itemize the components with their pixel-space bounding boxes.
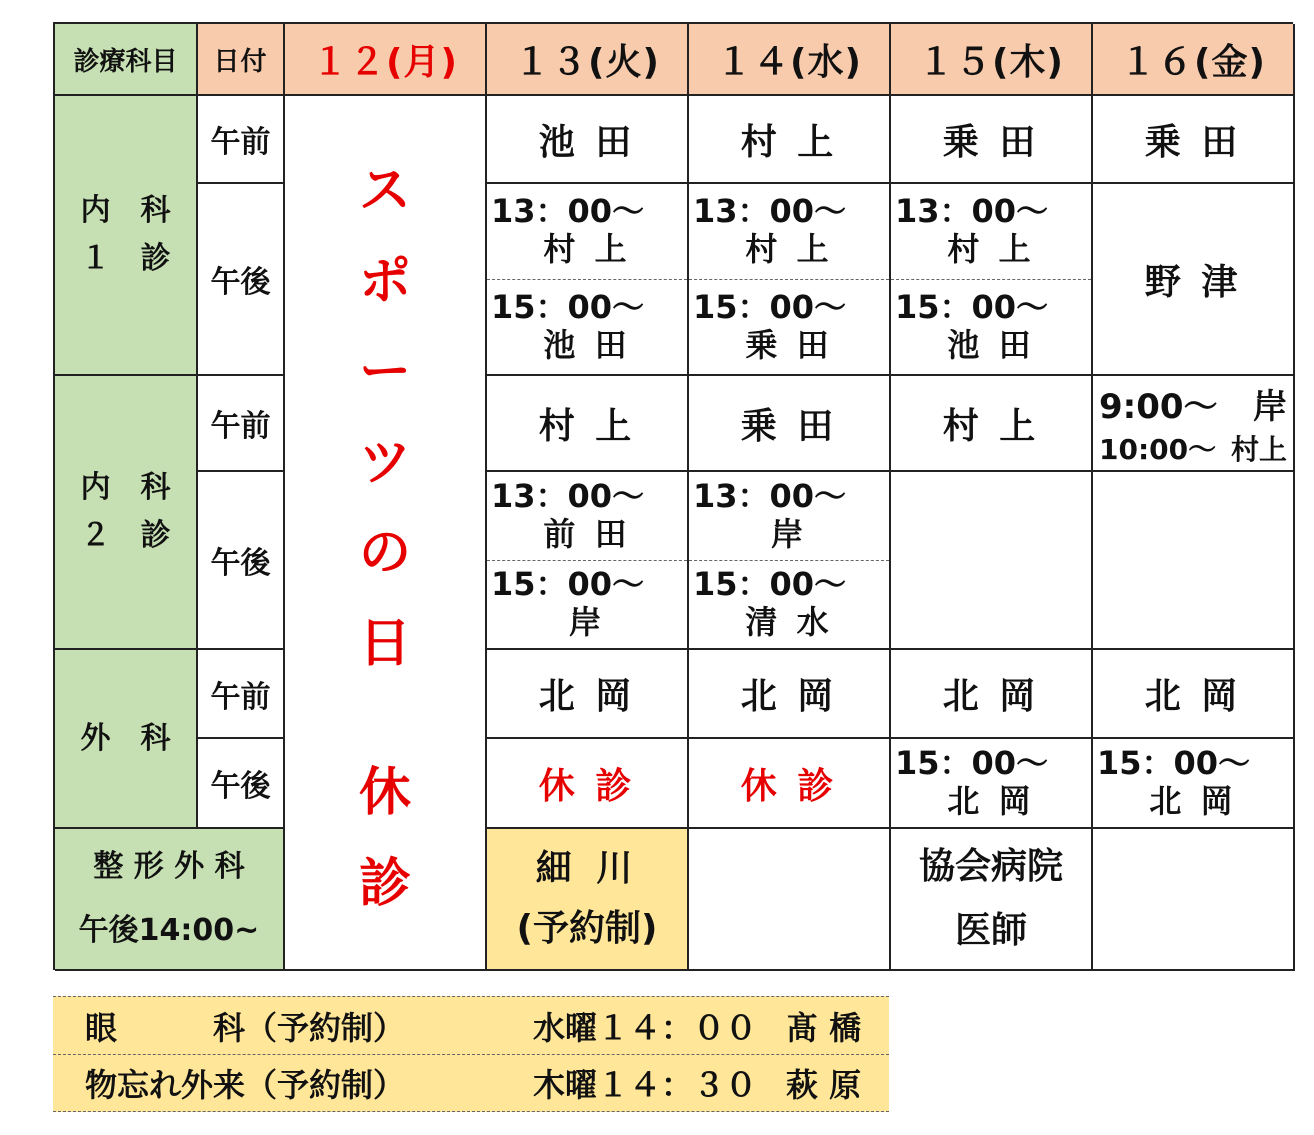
naika1-pm-thu — [891, 184, 1093, 376]
naika1-pm-tue — [487, 184, 689, 376]
holiday-char: ス — [358, 161, 411, 222]
geka-am-wed: 北 岡 — [689, 650, 891, 739]
day-header-fri: １６(金) — [1093, 24, 1295, 96]
seikei-fri — [1093, 829, 1295, 971]
dept-geka: 外 科 — [55, 650, 198, 829]
naika2-pm-fri — [1093, 472, 1295, 650]
geka-pm-wed-closed: 休 診 — [689, 739, 891, 829]
dept-seikei — [55, 829, 285, 971]
slot-doctor: 池 田 — [947, 325, 1035, 364]
holiday-cell — [285, 96, 487, 971]
naika2-am-thu: 村 上 — [891, 376, 1093, 472]
session-am: 午前 — [198, 376, 285, 472]
slot-doctor: 協会病院 — [918, 846, 1063, 887]
slot-time: 15：00～ — [491, 565, 645, 604]
naika1-am-fri: 乗 田 — [1093, 96, 1295, 184]
slot-doctor: 岸 — [568, 603, 605, 642]
slot-doctor: 村 上 — [543, 230, 631, 269]
session-pm: 午後 — [198, 472, 285, 650]
slot-time: 13：00～ — [491, 476, 645, 515]
naika1-am-wed: 村 上 — [689, 96, 891, 184]
day-header-tue: １３(火) — [487, 24, 689, 96]
session-pm: 午後 — [198, 739, 285, 829]
holiday-char: の — [358, 523, 411, 584]
slot-time: 15：00～ — [693, 565, 847, 604]
note-dept: 物忘れ外来（予約制） — [53, 1066, 406, 1104]
slot-time: 15：00～ — [693, 287, 847, 326]
slot-doctor: 乗 田 — [745, 325, 833, 364]
dept-header: 診療科目 — [55, 24, 198, 96]
slot-time: 9:00～ — [1099, 386, 1218, 427]
geka-pm-tue-closed: 休 診 — [487, 739, 689, 829]
session-am: 午前 — [198, 96, 285, 184]
geka-pm-thu — [891, 739, 1093, 829]
slot-time: 13：00～ — [693, 476, 847, 515]
slot-time: 15：00～ — [895, 744, 1049, 782]
dept-naika2: 内 科 ２ 診 — [55, 376, 198, 650]
slot-time: 15：00～ — [491, 287, 645, 326]
geka-am-tue: 北 岡 — [487, 650, 689, 739]
session-am: 午前 — [198, 650, 285, 739]
slot-time: 13：00～ — [693, 192, 847, 231]
dept-naika1: 内 科 １ 診 — [55, 96, 198, 376]
date-header: 日付 — [198, 24, 285, 96]
naika1-pm-wed — [689, 184, 891, 376]
holiday-char: ツ — [358, 432, 411, 493]
slot-time: 13：00～ — [895, 192, 1049, 231]
slot-time: 13：00～ — [491, 192, 645, 231]
seikei-tue — [487, 829, 689, 971]
extra-clinics — [53, 996, 889, 1112]
geka-am-fri: 北 岡 — [1093, 650, 1295, 739]
slot-time: 10:00～ — [1099, 432, 1217, 466]
holiday-char: 日 — [358, 614, 411, 674]
seikei-thu — [891, 829, 1093, 971]
note-doctor: 萩 原 — [786, 1066, 862, 1104]
note-when: 木曜１４：３０ — [501, 1066, 790, 1104]
naika1-am-tue: 池 田 — [487, 96, 689, 184]
day-header-wed: １４(水) — [689, 24, 891, 96]
naika1-am-thu: 乗 田 — [891, 96, 1093, 184]
reservation-note: (予約制) — [516, 908, 658, 949]
session-pm: 午後 — [198, 184, 285, 376]
note-doctor: 髙 橋 — [786, 1008, 862, 1047]
seikei-wed — [689, 829, 891, 971]
seikei-label: 整 形 外 科 — [93, 849, 245, 884]
note-dept: 眼 科（予約制） — [53, 1008, 406, 1047]
naika2-am-wed: 乗 田 — [689, 376, 891, 472]
slot-doctor: 前 田 — [543, 514, 631, 553]
slot-doctor: 村上 — [1230, 432, 1287, 466]
note-row — [53, 1054, 889, 1112]
slot-doctor: 村 上 — [947, 230, 1035, 269]
seikei-time: 午後14:00~ — [78, 913, 260, 948]
slot-time: 15：00～ — [1097, 744, 1251, 782]
note-when: 水曜１４：００ — [501, 1008, 790, 1047]
note-row — [53, 996, 889, 1054]
slot-doctor: 池 田 — [543, 325, 631, 364]
day-header-thu: １５(木) — [891, 24, 1093, 96]
slot-doctor: 岸 — [1253, 386, 1287, 427]
slot-doctor: 細 川 — [535, 848, 639, 889]
slot-doctor: 村 上 — [745, 230, 833, 269]
naika2-pm-tue — [487, 472, 689, 650]
naika2-pm-thu — [891, 472, 1093, 650]
naika1-pm-fri: 野 津 — [1093, 184, 1295, 376]
geka-pm-fri — [1093, 739, 1295, 829]
schedule-table — [53, 22, 1293, 970]
slot-doctor: 北 岡 — [947, 782, 1035, 820]
naika2-am-tue: 村 上 — [487, 376, 689, 472]
slot-doctor: 北 岡 — [1149, 782, 1237, 820]
slot-doctor: 清 水 — [745, 603, 833, 642]
naika2-pm-wed — [689, 472, 891, 650]
geka-am-thu: 北 岡 — [891, 650, 1093, 739]
slot-doctor: 医師 — [954, 910, 1027, 951]
holiday-char: ポ — [358, 251, 411, 312]
day-header-mon: １２(月) — [285, 24, 487, 96]
slot-time: 15：00～ — [895, 287, 1049, 326]
holiday-char: ー — [358, 342, 411, 403]
holiday-char: 診 — [358, 853, 411, 914]
holiday-char: 休 — [358, 763, 411, 824]
slot-doctor: 岸 — [770, 514, 807, 553]
naika2-am-fri — [1093, 376, 1295, 472]
